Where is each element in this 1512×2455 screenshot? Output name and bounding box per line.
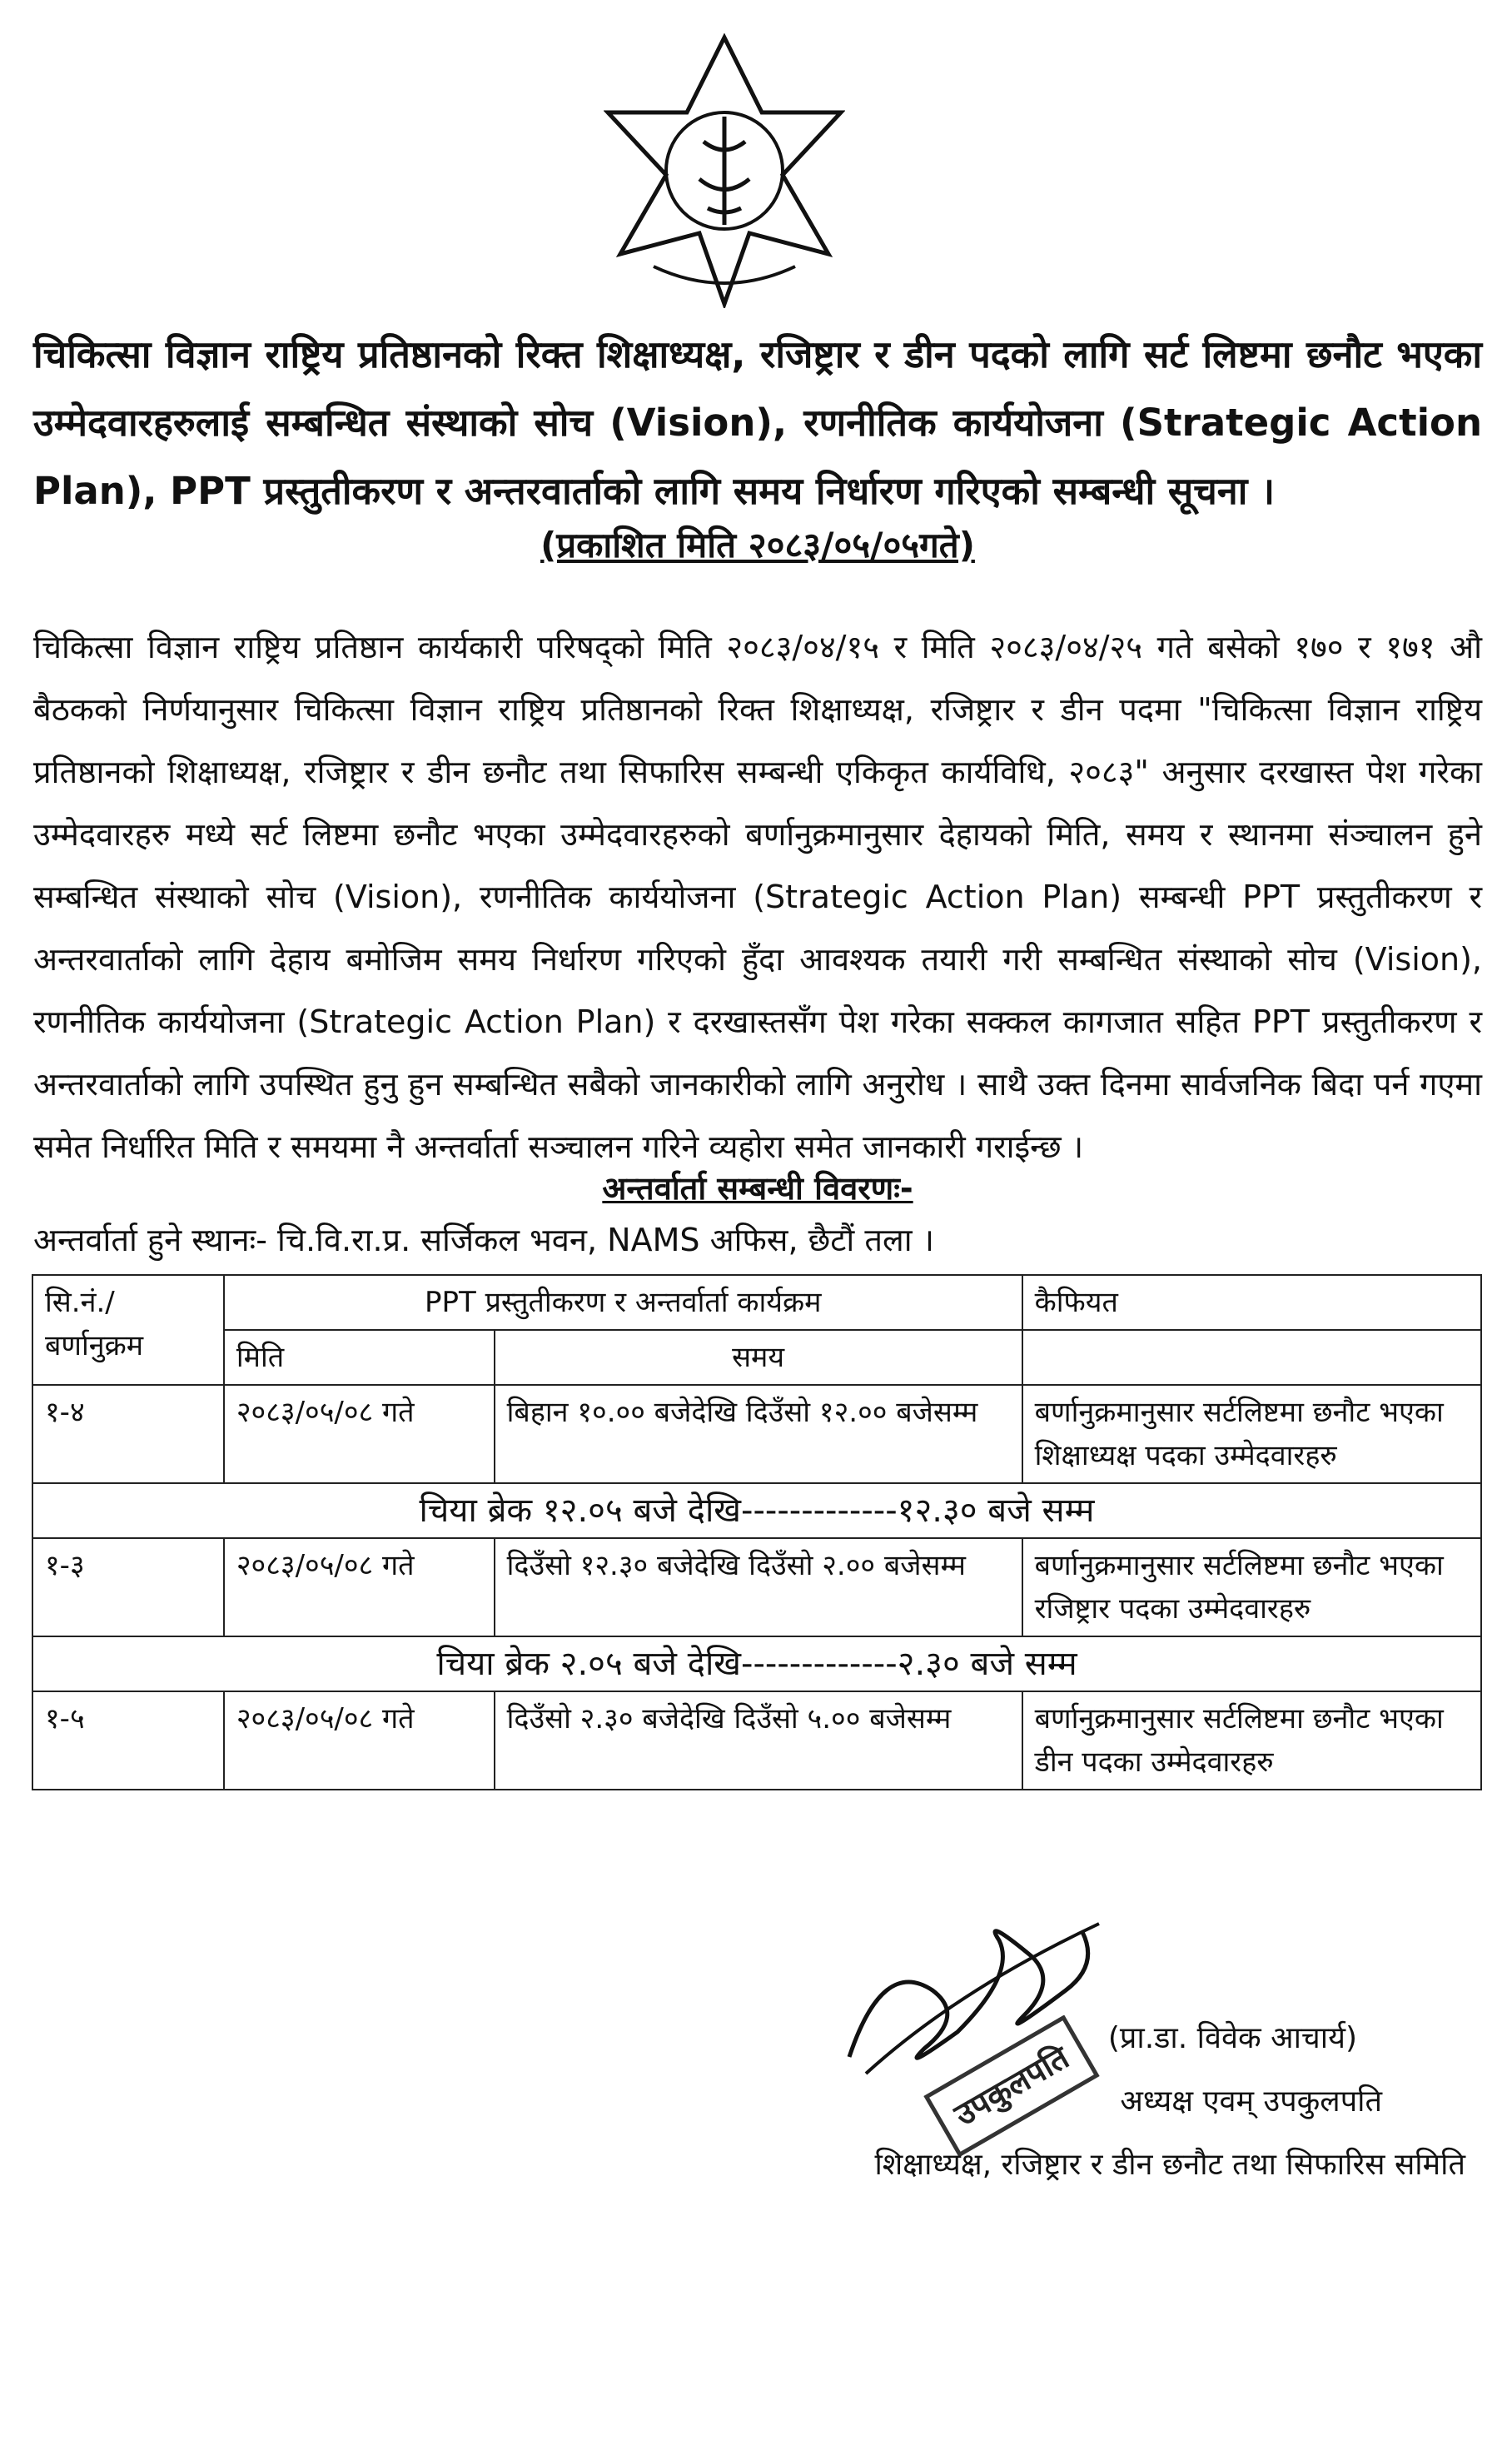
- table-row: [32, 1538, 1481, 1636]
- interview-details-heading: अन्तर्वार्ता सम्बन्धी विवरणः-: [602, 1170, 913, 1207]
- published-date: (प्रकाशित मिति २०८३/०५/०५गते): [540, 525, 975, 565]
- interview-venue: अन्तर्वार्ता हुने स्थानः- चि.वि.रा.प्र. सर्जिकल भवन, NAMS अफिस, छैटौं तला ।: [33, 1222, 935, 1258]
- table-header-row: [32, 1275, 1481, 1330]
- row-time: बिहान १०.०० बजेदेखि दिउँसो १२.०० बजेसम्म: [495, 1385, 1022, 1483]
- schedule-table: [32, 1274, 1482, 1790]
- tea-break-text: चिया ब्रेक २.०५ बजे देखि-------------२.३० बजे सम्म: [32, 1636, 1481, 1691]
- row-serial: १-३: [32, 1538, 224, 1636]
- table-subheader-row: [32, 1330, 1481, 1385]
- nams-emblem-icon: [604, 33, 845, 308]
- tea-break-row: [32, 1483, 1481, 1538]
- row-remarks: बर्णानुक्रमानुसार सर्टलिष्टमा छनौट भएका डीन पदका उम्मेदवारहरु: [1022, 1691, 1481, 1790]
- header-time: समय: [495, 1330, 1022, 1385]
- row-serial: १-५: [32, 1691, 224, 1790]
- header-program: PPT प्रस्तुतीकरण र अन्तर्वार्ता कार्यक्रम: [224, 1275, 1022, 1330]
- header-remarks-blank: [1022, 1330, 1481, 1385]
- header-remarks: कैफियत: [1022, 1275, 1481, 1330]
- tea-break-text: चिया ब्रेक १२.०५ बजे देखि-------------१२.३० बजे सम्म: [32, 1483, 1481, 1538]
- signatory-committee: शिक्षाध्यक्ष, रजिष्ट्रार र डीन छनौट तथा सिफारिस समिति: [874, 2148, 1465, 2182]
- header-serial: सि.नं./ बर्णानुक्रम: [32, 1275, 224, 1385]
- notice-body: चिकित्सा विज्ञान राष्ट्रिय प्रतिष्ठान कार्यकारी परिषद्को मिति २०८३/०४/१५ र मिति २०८३/०४/२५ गते बसेको १७० र १७१ औ बैठकको निर्णयानुसार चिकित्सा विज्ञान राष्ट्रिय प्रतिष्ठानको रिक्त शिक्षाध्यक्ष, रजिष्ट्रार र डीन पदमा "चिकित्सा विज्ञान राष्ट्रिय प्रतिष्ठानको शिक्षाध्यक्ष, रजिष्ट्रार र डीन छनौट तथा सिफारिस सम्बन्धी एकिकृत कार्यविधि, २०८३" अनुसार दरखास्त पेश गरेका उम्मेदवारहरु मध्ये सर्ट लिष्टमा छनौट भएका उम्मेदवारहरुको बर्णानुक्रमानुसार देहायको मिति, समय र स्थानमा संञ्चालन हुने सम्बन्धित संस्थाको सोच (Vision), रणनीतिक कार्ययोजना (Strategic Action Plan) सम्बन्धी PPT प्रस्तुतीकरण र अन्तरवार्ताको लागि देहाय बमोजिम समय निर्धारण गरिएको हुँदा आवश्यक तयारी गरी सम्बन्धित संस्थाको सोच (Vision), रणनीतिक कार्ययोजना (Strategic Action Plan) र दरखास्तसँग पेश गरेका सक्कल कागजात सहित PPT प्रस्तुतीकरण र अन्तरवार्ताको लागि उपस्थित हुनु हुन सम्बन्धित सबैको जानकारीको लागि अनुरोध । साथै उक्त दिनमा सार्वजनिक बिदा पर्न गएमा समेत निर्धारित मिति र समयमा नै अन्तर्वार्ता सञ्चालन गरिने व्यहोरा समेत जानकारी गराईन्छ ।: [33, 629, 1482, 1165]
- row-date: २०८३/०५/०८ गते: [224, 1385, 495, 1483]
- signatory-name: (प्रा.डा. विवेक आचार्य): [1107, 2021, 1357, 2055]
- row-time: दिउँसो १२.३० बजेदेखि दिउँसो २.०० बजेसम्म: [495, 1538, 1022, 1636]
- table-row: [32, 1691, 1481, 1790]
- row-date: २०८३/०५/०८ गते: [224, 1691, 495, 1790]
- svg-text:उपकुलपति: उपकुलपति: [947, 2039, 1076, 2134]
- row-time: दिउँसो २.३० बजेदेखि दिउँसो ५.०० बजेसम्म: [495, 1691, 1022, 1790]
- tea-break-row: [32, 1636, 1481, 1691]
- row-remarks: बर्णानुक्रमानुसार सर्टलिष्टमा छनौट भएका रजिष्ट्रार पदका उम्मेदवारहरु: [1022, 1538, 1481, 1636]
- notice-title: चिकित्सा विज्ञान राष्ट्रिय प्रतिष्ठानको रिक्त शिक्षाध्यक्ष, रजिष्ट्रार र डीन पदको लागि सर्ट लिष्टमा छनौट भएका उम्मेदवारहरुलाई सम्बन्धित संस्थाको सोच (Vision), रणनीतिक कार्ययोजना (Strategic Action Plan), PPT प्रस्तुतीकरण र अन्तरवार्ताको लागि समय निर्धारण गरिएको सम्बन्धी सूचना ।: [33, 332, 1482, 513]
- row-remarks: बर्णानुक्रमानुसार सर्टलिष्टमा छनौट भएका शिक्षाध्यक्ष पदका उम्मेदवारहरु: [1022, 1385, 1481, 1483]
- signatory-designation: अध्यक्ष एवम् उपकुलपति: [1120, 2084, 1382, 2119]
- header-date: मिति: [224, 1330, 495, 1385]
- table-row: [32, 1385, 1481, 1483]
- row-serial: १-४: [32, 1385, 224, 1483]
- row-date: २०८३/०५/०८ गते: [224, 1538, 495, 1636]
